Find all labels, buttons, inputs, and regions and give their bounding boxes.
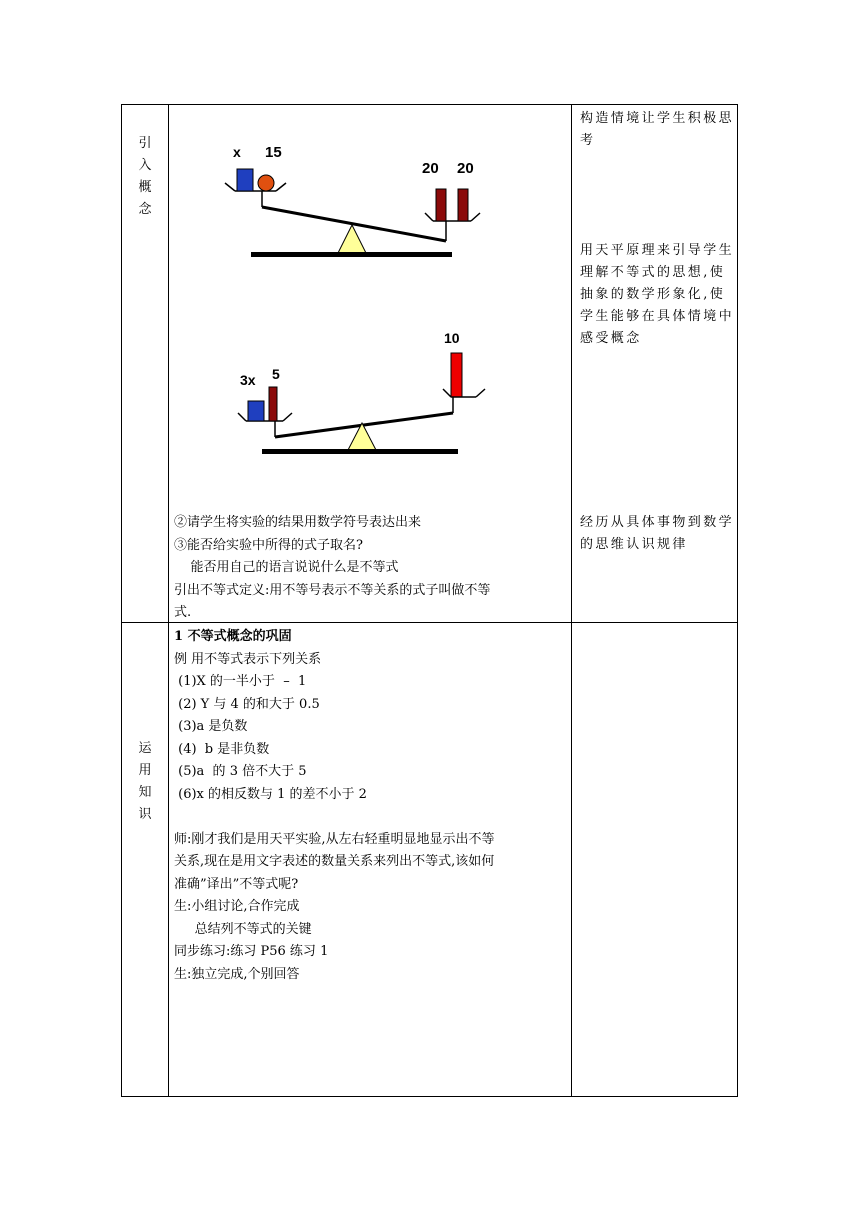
base [262,449,458,454]
blue-block [237,169,253,191]
note-1: 构造情境让学生积极思考 [580,111,735,148]
red-ball [258,175,274,191]
fulcrum [338,225,366,253]
label-3x: 3x [240,372,256,388]
label-10: 10 [444,330,460,346]
weight-10 [451,353,462,397]
balance-figure-2 [232,329,512,459]
balance-figure-1 [212,135,492,260]
blue-block [248,401,264,421]
note-3: 经历从具体事物到数学的思维认识规律 [580,515,735,552]
label-20b: 20 [457,160,474,177]
weight-20b [458,189,468,221]
section-heading: 1 不等式概念的巩固 [174,629,292,644]
label-x: x [233,144,241,160]
label-15: 15 [265,144,282,161]
base [251,252,452,257]
label-5: 5 [272,366,280,382]
label-20a: 20 [422,160,439,177]
column-divider-1 [168,105,169,1096]
column-divider-2 [571,105,572,1096]
section-label-intro: 引 入 概 念 [138,136,152,217]
note-2: 用天平原理来引导学生理解不等式的思想,使抽象的数学形象化,使学生能够在具体情境中感受概念 [580,243,735,346]
section-label-apply: 运 用 知 识 [138,741,152,822]
apply-content: 1 不等式概念的巩固 例 用不等式表示下列关系 (1)X 的一半小于 – 1 (2) Y 与 4 的和大于 0.5 (3)a 是负数 (4) b 是非负数 (5)a 的 3 倍不大于 5 (6)x 的相反数与 1 的差不小于 2 师:刚才我们是用天平实验,从左右轻重明显地显示出不等 关系,现在是用文字表述的数量关系来列出不等式,该如何 准确”译出”不等式呢? 生:小组讨论,合作完成 总结列不等式的关键 同步练习:练习 P56 练习 1 生:独立完成,个别回答 [174,626,495,986]
weight-20a [436,189,446,221]
weight-5 [269,387,277,421]
lesson-table [121,104,738,1097]
intro-content: ②请学生将实验的结果用数学符号表达出来 ③能否给实验中所得的式子取名? 能否用自己的语言说说什么是不等式 引出不等式定义:用不等号表示不等关系的式子叫做不等 式. [174,515,491,620]
